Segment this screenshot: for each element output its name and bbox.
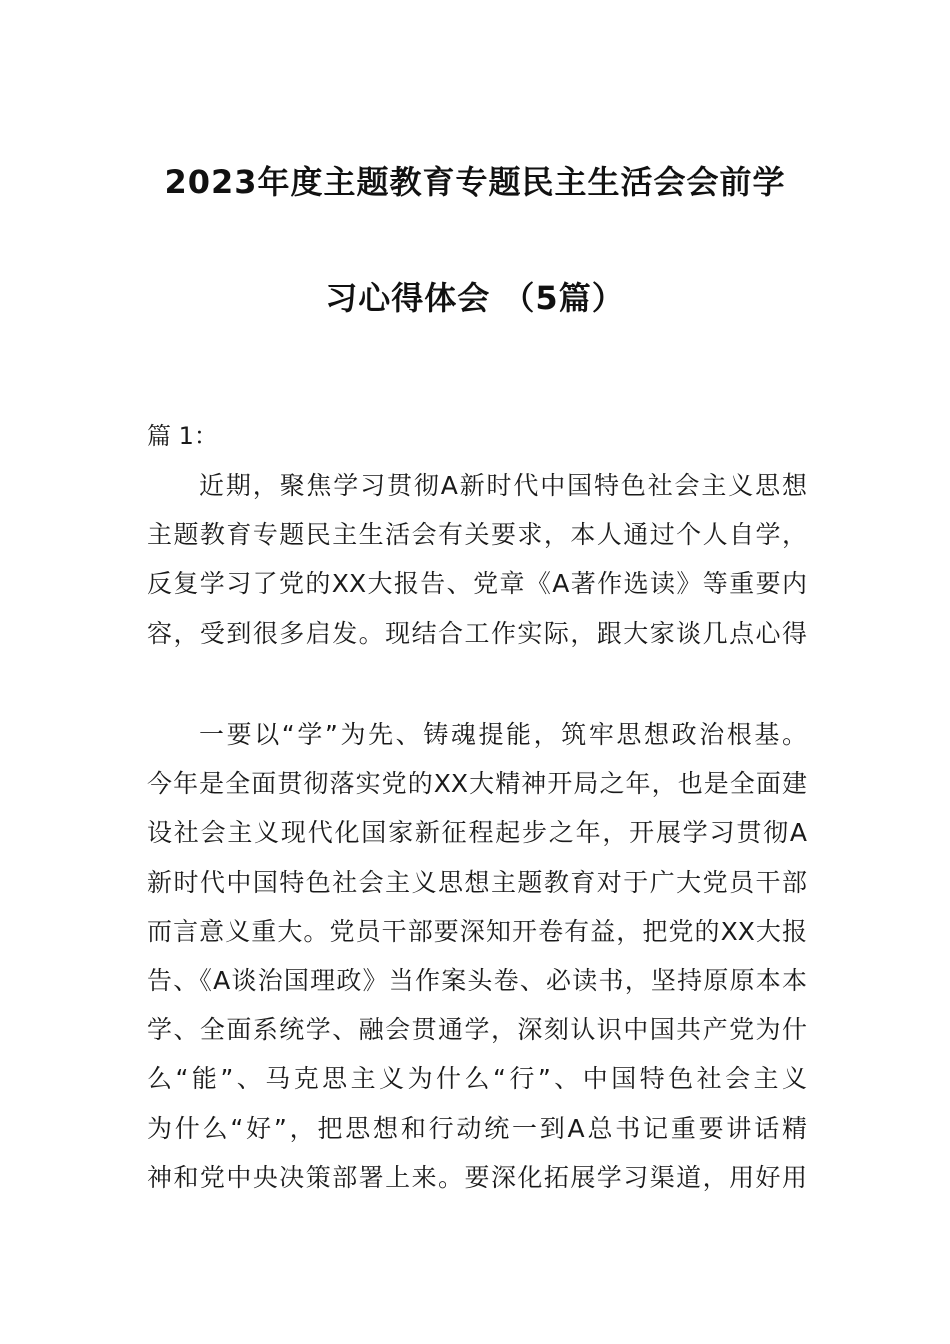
paragraph-line: 而言意义重大。党员干部要深知开卷有益，把党的XX大报	[147, 916, 807, 946]
document-title-line-2: 习心得体会 （5篇）	[325, 279, 625, 317]
paragraph-line: 为什么“好”，把思想和行动统一到A总书记重要讲话精	[147, 1113, 807, 1143]
paragraph-line: 设社会主义现代化国家新征程起步之年，开展学习贯彻A	[147, 818, 807, 848]
paragraph-line: 新时代中国特色社会主义思想主题教育对于广大党员干部	[147, 867, 807, 897]
document-title-line-1: 2023年度主题教育专题民主生活会会前学	[164, 163, 786, 201]
paragraph-line: 神和党中央决策部署上来。要深化拓展学习渠道，用好用	[147, 1162, 807, 1192]
paragraph-2	[147, 710, 807, 1202]
paragraph-line: 主题教育专题民主生活会有关要求，本人通过个人自学，	[147, 520, 807, 550]
paragraph-line: 近期，聚焦学习贯彻A新时代中国特色社会主义思想	[199, 471, 807, 500]
paragraph-line: 一要以“学”为先、铸魂提能，筑牢思想政治根基。	[199, 720, 807, 749]
paragraph-line: 告、《A谈治国理政》当作案头卷、必读书，坚持原原本本	[147, 965, 807, 995]
paragraph-line: 容，受到很多启发。现结合工作实际，跟大家谈几点心得	[147, 618, 807, 648]
paragraph-line: 学、全面系统学、融会贯通学，深刻认识中国共产党为什	[147, 1015, 807, 1045]
chapter-label: 篇 1：	[147, 422, 218, 450]
paragraph-line: 么“能”、马克思主义为什么“行”、中国特色社会主义	[147, 1064, 807, 1094]
paragraph-1	[147, 461, 807, 658]
paragraph-line: 今年是全面贯彻落实党的XX大精神开局之年，也是全面建	[147, 769, 807, 799]
paragraph-line: 反复学习了党的XX大报告、党章《A著作选读》等重要内	[147, 569, 807, 599]
